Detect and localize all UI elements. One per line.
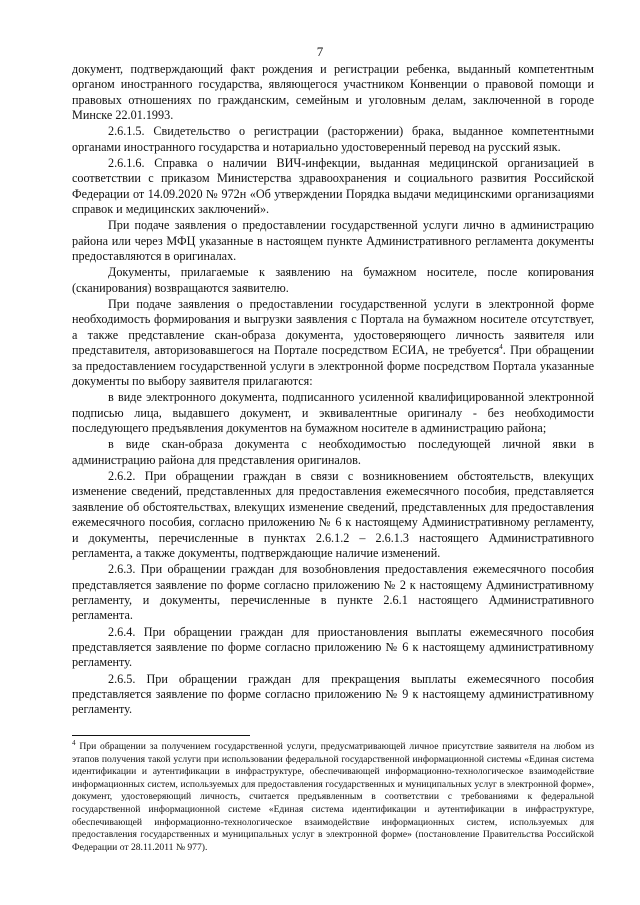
footnote-reference: 4	[499, 343, 503, 352]
paragraph-electronic-document: в виде электронного документа, подписанного усиленной квалифицированной электронной подписью лица, выдавшего документ, и эквивалентные оригиналу - без необходимости последующего предъявления документов на бумажном носителе в администрацию района;	[72, 390, 594, 436]
footnote	[72, 738, 594, 854]
electronic-submission-tail: . При обращении за предоставлением государственной услуги в электронной форме посредством Портала указанные документы по выбору заявителя прилагаются:	[72, 343, 594, 389]
paragraph-electronic-submission	[72, 297, 594, 389]
body-text	[72, 62, 594, 719]
paragraph-2-6-1-6: 2.6.1.6. Справка о наличии ВИЧ-инфекции, выданная медицинской организацией в соответствии с приказом Министерства здравоохранения и социального развития Российской Федерации от 14.09.2020 № 972н «Об утверждении Порядка выдачи медицинскими организациями справок и медицинских заключений».	[72, 156, 594, 217]
paragraph-2-6-1-5: 2.6.1.5. Свидетельство о регистрации (расторжении) брака, выданное компетентными органами иностранного государства и нотариально удостоверенный перевод на русский язык.	[72, 124, 594, 154]
paragraph-2-6-3: 2.6.3. При обращении граждан для возобновления предоставления ежемесячного пособия представляется заявление по форме согласно приложению № 2 к настоящему Административному регламенту, и документы, перечисленные в пункте 2.6.1 настоящего Административного регламента.	[72, 562, 594, 623]
footnote-separator	[72, 735, 250, 736]
paragraph-documents-returned: Документы, прилагаемые к заявлению на бумажном носителе, после копирования (сканирования) возвращаются заявителю.	[72, 265, 594, 295]
paragraph-2-6-5: 2.6.5. При обращении граждан для прекращения выплаты ежемесячного пособия представляется заявление по форме согласно приложению № 9 к настоящему административному регламенту.	[72, 671, 594, 717]
paragraph-2-6-4: 2.6.4. При обращении граждан для приостановления выплаты ежемесячного пособия представляется заявление по форме согласно приложению № 6 к настоящему административному регламенту.	[72, 624, 594, 670]
page-number: 7	[316, 44, 324, 59]
paragraph-continuation: документ, подтверждающий факт рождения и регистрации ребенка, выданный компетентным органом иностранного государства, являющегося участником Конвенции о правовой помощи и правовых отношениях по гражданским, семейным и уголовным делам, заключенной в городе Минске 22.01.1993.	[72, 62, 594, 123]
footnote-mark: 4	[72, 738, 76, 747]
paragraph-personal-submission: При подаче заявления о предоставлении государственной услуги лично в администрацию района или через МФЦ указанные в настоящем пункте Административного регламента документы предоставляются в оригиналах.	[72, 218, 594, 264]
electronic-submission-text: При подаче заявления о предоставлении государственной услуги в электронной форме необходимость формирования и выгрузки заявления с Портала на бумажном носителе отсутствует, а также представление скан-образа документа, удостоверяющего личность заявителя или представителя, авторизовавшегося на Портале посредством ЕСИА, не требуется	[72, 297, 594, 358]
footnote-text: При обращении за получением государственной услуги, предусматривающей личное присутствие заявителя на любом из этапов получения такой услуги при использовании федеральной государственной информационной системы «Единая система идентификации и аутентификации в инфраструктуре, обеспечивающей информационно-технологическое взаимодействие информационных систем, используемых для предоставления государственных и муниципальных услуг в электронной форме», документ, удостоверяющий личность, считается предъявленным в соответствии с требованиями к федеральной государственной информационной системе «Единая система идентификации и аутентификации в инфраструктуре, обеспечивающей информационно-технологическое взаимодействие информационных систем, используемых для предоставления государственных и муниципальных услуг в электронной форме» (постановление Правительства Российской Федерации от 28.11.2011 № 977).	[72, 741, 594, 853]
paragraph-scan-image: в виде скан-образа документа с необходимостью последующей личной явки в администрацию района для представления оригиналов.	[72, 437, 594, 467]
paragraph-2-6-2: 2.6.2. При обращении граждан в связи с возникновением обстоятельств, влекущих изменение сведений, представленных для предоставления ежемесячного пособия, представляется заявление об обстоятельствах, влекущих изменение сведений, представленных для предоставления ежемесячного пособия, согласно приложению № 6 к настоящему Административному регламенту, и документы, перечисленные в пунктах 2.6.1.2 – 2.6.1.3 настоящего Административного регламента, а также документы, подтверждающие наличие изменений.	[72, 468, 594, 560]
